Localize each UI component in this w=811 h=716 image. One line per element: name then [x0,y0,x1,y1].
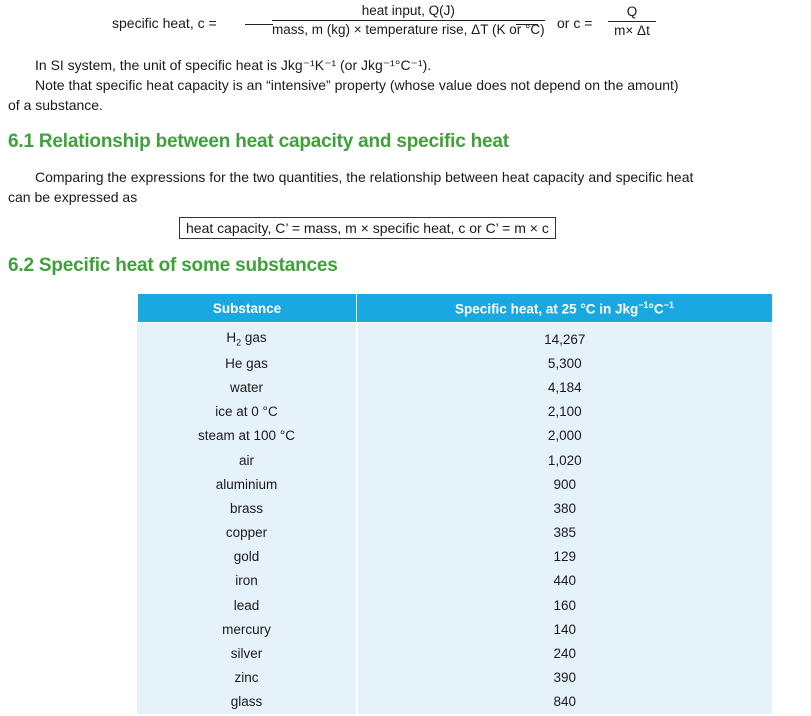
table-row [138,323,773,352]
table-row [138,376,773,400]
h2-subscript: 2 [236,338,242,348]
fraction-bar-left [245,24,273,25]
value-cell: 160 [357,593,773,617]
substance-cell: gold [138,545,357,569]
h2-prefix: H [226,330,237,346]
value-cell: 840 [357,690,773,714]
value-cell: 4,184 [357,376,773,400]
formula-or-label: or c = [557,15,593,31]
value-cell: 240 [357,641,773,665]
value-cell: 390 [357,666,773,690]
table-row [138,472,773,496]
formula-fraction [272,2,545,39]
table-row [138,593,773,617]
table-row [138,617,773,641]
substance-cell: glass [138,690,357,714]
formula-short-denominator: m× Δt [614,23,650,38]
boxed-formula: heat capacity, C’ = mass, m × specific heat, c or C’ = m × c [179,217,556,239]
h2-suffix: gas [241,330,267,346]
value-cell: 5,300 [357,351,773,375]
substance-cell [138,323,357,352]
value-cell: 1,020 [357,448,773,472]
fraction-bar-right [516,24,538,25]
header-unit-main: Specific heat, at 25 °C in Jkg [455,301,639,317]
header-unit-sup2: −1 [663,299,674,310]
table-row [138,641,773,665]
substance-cell: silver [138,641,357,665]
table-header-substance: Substance [138,294,357,323]
table-row [138,496,773,520]
table-row [138,545,773,569]
table-row [138,666,773,690]
formula-denominator: mass, m (kg) × temperature rise, ΔT (K or °C) [272,22,545,37]
header-unit-mid: °C [648,301,664,317]
substance-cell: copper [138,521,357,545]
substance-cell: aluminium [138,472,357,496]
formula-label: specific heat, c = [112,15,217,31]
value-cell: 900 [357,472,773,496]
substance-cell: air [138,448,357,472]
table-row [138,400,773,424]
table-header-specific-heat [357,294,773,323]
value-cell: 129 [357,545,773,569]
section-6-1-para-line2: can be expressed as [8,189,138,205]
table-row [138,521,773,545]
value-cell: 14,267 [357,323,773,352]
value-cell: 385 [357,521,773,545]
substance-cell: iron [138,569,357,593]
substance-cell: He gas [138,351,357,375]
note-text-line1: Note that specific heat capacity is an “intensive” property (whose value does not depend on the amount) [35,77,679,93]
table-row [138,424,773,448]
value-cell: 2,100 [357,400,773,424]
value-cell: 440 [357,569,773,593]
section-6-1-para-line1: Comparing the expressions for the two quantities, the relationship between heat capacity and specific heat [35,169,694,185]
substance-cell: zinc [138,666,357,690]
substance-cell: brass [138,496,357,520]
formula-numerator: heat input, Q(J) [272,2,545,21]
substance-cell: lead [138,593,357,617]
substance-cell: mercury [138,617,357,641]
table-row [138,351,773,375]
formula-short-numerator: Q [608,3,656,22]
section-6-1-heading: 6.1 Relationship between heat capacity and specific heat [8,131,509,152]
table-row [138,448,773,472]
table-row [138,690,773,714]
specific-heat-table [137,293,773,714]
value-cell: 140 [357,617,773,641]
formula-short-fraction [608,3,656,40]
value-cell: 2,000 [357,424,773,448]
value-cell: 380 [357,496,773,520]
header-unit-sup1: −1 [638,299,649,310]
si-unit-text: In SI system, the unit of specific heat is Jkg⁻¹K⁻¹ (or Jkg⁻¹°C⁻¹). [35,57,432,73]
note-text-line2: of a substance. [8,97,103,113]
table-row [138,569,773,593]
substance-cell: steam at 100 °C [138,424,357,448]
section-6-2-heading: 6.2 Specific heat of some substances [8,255,338,276]
substance-cell: water [138,376,357,400]
table-header-row [138,294,773,323]
substance-cell: ice at 0 °C [138,400,357,424]
